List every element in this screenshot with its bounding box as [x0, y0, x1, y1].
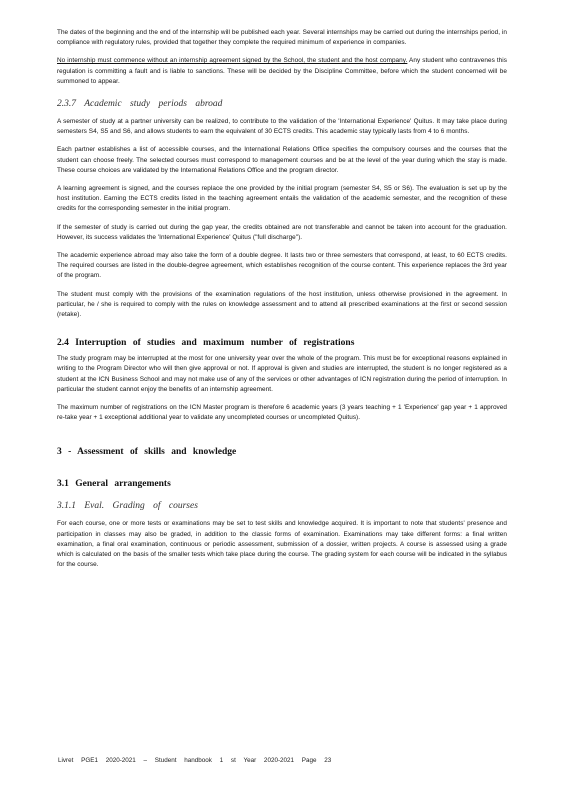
paragraph-max-registrations: The maximum number of registrations on the ICN Master program is therefore 6 academic years (3 years teaching + 1 'Experience' gap year + 1 approved re-take year + 1 exceptional additional year to validate any uncompleted courses or uncompleted Quitus). [57, 404, 507, 422]
heading-3: 3 - Assessment of skills and knowledge [57, 447, 237, 458]
paragraph-exam-regulations: The student must comply with the provisions of the examination regulations of the host institution, unless otherwise provisioned in the agreement. In particular, he / she is required to comply with the rules on knowledge assessment and to attend all prescribed examinations at the first or second session (retake). [57, 290, 507, 319]
paragraph-learning-agreement: A learning agreement is signed, and the courses replace the one provided by the initial program (semester S4, S5 or S6). The evaluation is set up by the host institution. Earning the ECTS credits listed in the teaching agreement entails the validation of the academic semester, and the recognition of these credits for the corresponding semester in the initial program. [57, 185, 507, 213]
paragraph-internship-dates: The dates of the beginning and the end of the internship will be published each year. Several internships may be carried out during the internships period, in compliance with regulatory rules, provided that together they complete the required minimum of experience in companies. [57, 29, 507, 47]
agreement-sanctions: Any student who contravenes this regulation is committing a fault and is liable to sanctions. These will be decided by the Discipline Committee, before which the student concerned will be summoned to appear. [57, 57, 507, 85]
paragraph-interruption: The study program may be interrupted at the most for one university year over the whole of the program. This must be for exceptional reasons explained in writing to the Program Director who will then give approval or not. If approval is given and studies are interrupted, the student is no longer registered as a student at the ICN Business School and may not make use of any of the services or other advantages of ICN registration during the period of interruption. In particular the student cannot enjoy the benefits of an internship agreement. [57, 355, 507, 393]
heading-3-1: 3.1 General arrangements [57, 479, 171, 490]
paragraph-semester-abroad: A semester of study at a partner university can be realized, to contribute to the validation of the 'International Experience' Quitus. It may take place during semesters S4, S5 and S6, and allows students to earn the equivalent of 30 ECTS credits. This academic stay typically lasts from 4 to 6 months. [57, 118, 507, 136]
heading-3-1-1: 3.1.1 Eval. Grading of courses [57, 501, 198, 512]
heading-2-4: 2.4 Interruption of studies and maximum number of registrations [57, 338, 355, 349]
paragraph-gap-year: If the semester of study is carried out during the gap year, the credits obtained are not transferable and cannot be taken into account for the graduation. However, its success validates the 'International Experience' Quitus ("full discharge"). [57, 223, 507, 241]
page-footer: Livret PGE1 2020-2021 – Student handbook 1 st Year 2020-2021 Page 23 [58, 757, 332, 764]
paragraph-grading: For each course, one or more tests or examinations may be set to test skills and knowledge acquired. It is important to note that students' presence and participation in classes may also be graded, in addition to the classic forms of examination. Examinations may take different forms: a final written examination, a final oral examination, continuous or periodic assessment, submission of a dossier, written projects. A course is assessed using a grade which is calculated on the basis of the smaller tests which take place during the course. The grading system for each course will be indicated in the syllabus for the course. [57, 520, 507, 569]
paragraph-double-degree: The academic experience abroad may also take the form of a double degree. It lasts two or three semesters that correspond, at least, to 60 ECTS credits. The required courses are listed in the double-degree agreement, which establishes recognition of the course content. This experience replaces the 3rd year of the program. [57, 252, 507, 280]
paragraph-internship-agreement [57, 56, 507, 87]
paragraph-partner-courses: Each partner establishes a list of accessible courses, and the International Relations Office specifies the compulsory courses and the courses that the student can choose freely. The selected courses must correspond to management courses and be at the level of the year during which the stay is made. These course choices are validated by the International Relations Office and the program director. [57, 146, 507, 174]
heading-2-3-7: 2.3.7 Academic study periods abroad [57, 99, 223, 110]
agreement-rule: No internship must commence without an internship agreement signed by the School, the student and the host company. [57, 57, 408, 65]
